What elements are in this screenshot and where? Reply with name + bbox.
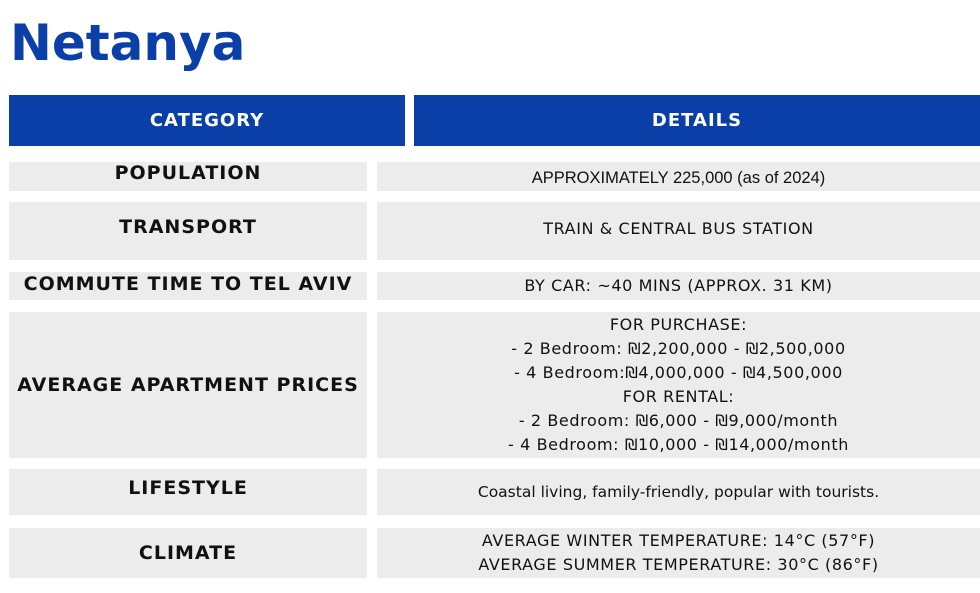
category-cell-apartment-prices [9,312,367,458]
page-title: Netanya [10,14,246,72]
column-header-details: DETAILS [414,95,980,146]
details-line: - 2 Bedroom: ₪2,200,000 - ₪2,500,000 [511,339,846,358]
details-cell-apartment-prices [377,312,980,458]
category-label: COMMUTE TIME TO TEL AVIV [23,273,353,295]
category-label: POPULATION [114,162,262,184]
category-cell-climate [9,528,367,578]
details-cell-transport [377,202,980,260]
category-label: AVERAGE APARTMENT PRICES [17,374,359,396]
details-line: TRAIN & CENTRAL BUS STATION [543,219,814,238]
details-line: Coastal living, family-friendly, popular with tourists. [477,483,880,501]
details-line: BY CAR: ~40 MINS (APPROX. 31 KM) [524,276,833,295]
details-line: AVERAGE WINTER TEMPERATURE: 14°C (57°F) [481,531,876,550]
details-line: AVERAGE SUMMER TEMPERATURE: 30°C (86°F) [478,555,879,574]
category-cell-lifestyle [9,469,367,515]
details-line: FOR PURCHASE: [609,315,748,334]
category-cell-commute [9,272,367,300]
category-cell-transport [9,202,367,260]
details-cell-commute [377,272,980,300]
details-line: - 4 Bedroom: ₪10,000 - ₪14,000/month [508,435,849,454]
details-line: - 2 Bedroom: ₪6,000 - ₪9,000/month [518,411,839,430]
details-cell-lifestyle [377,469,980,515]
details-line: FOR RENTAL: [622,387,735,406]
category-label: CLIMATE [138,542,238,564]
details-cell-population [377,162,980,191]
column-header-category: CATEGORY [9,95,405,146]
details-cell-climate [377,528,980,578]
details-line: APPROXIMATELY 225,000 (as of 2024) [531,168,826,187]
details-line: - 4 Bedroom:₪4,000,000 - ₪4,500,000 [514,363,843,382]
category-cell-population [9,162,367,191]
category-label: TRANSPORT [119,216,257,238]
category-label: LIFESTYLE [128,477,248,499]
